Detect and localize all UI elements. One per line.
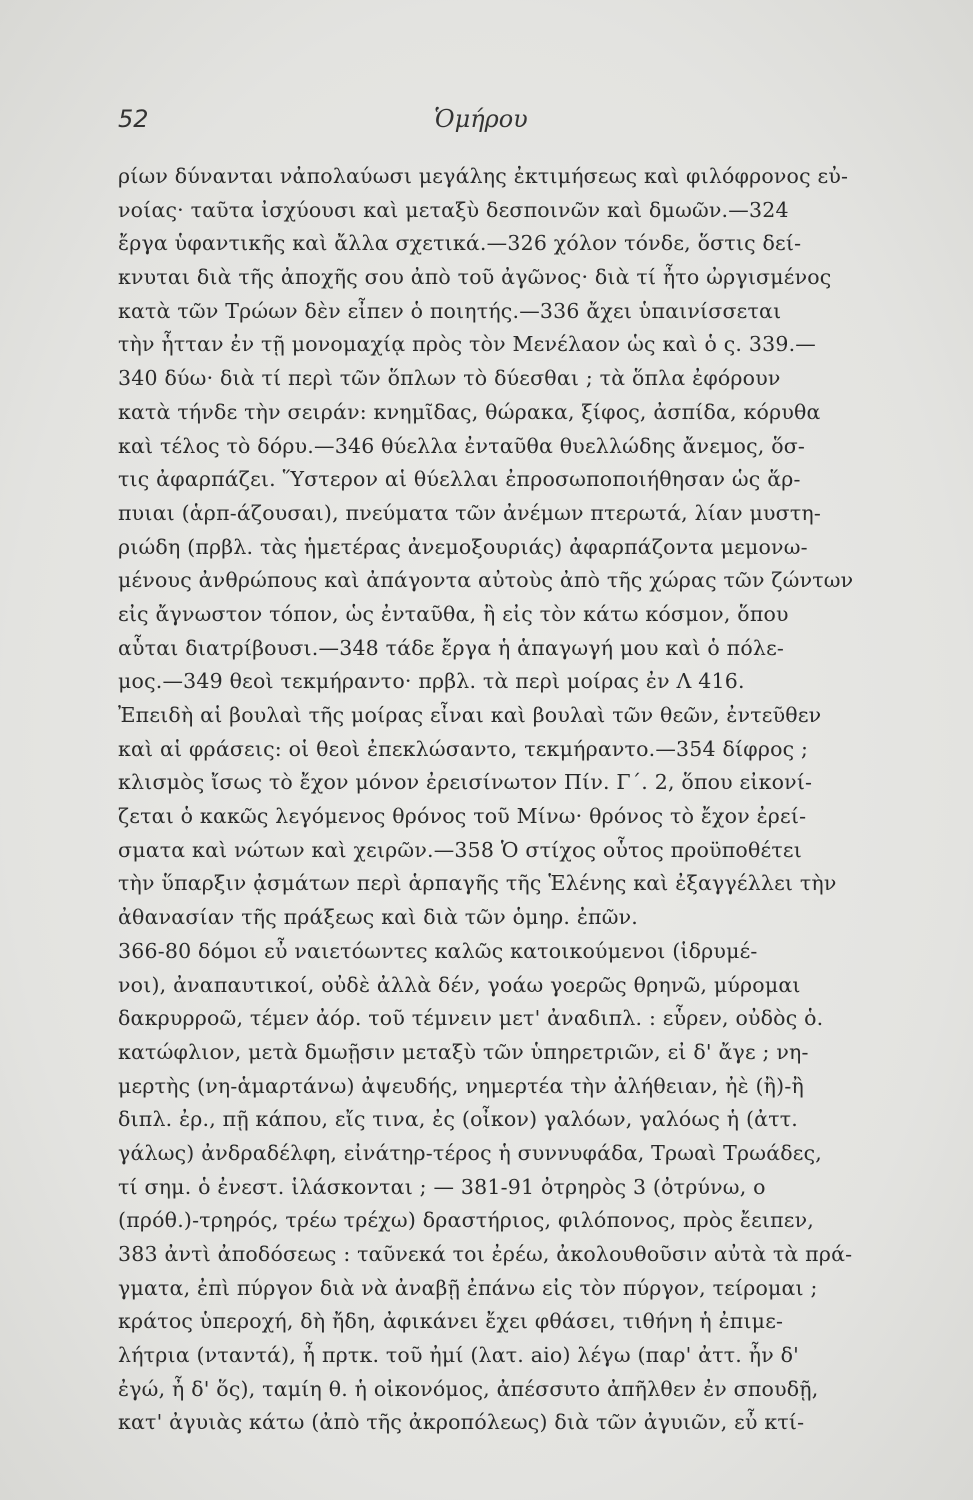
text-line: κλισμὸς ἴσως τὸ ἔχον μόνον ἐρεισίνωτον Πίν. Γ΄. 2, ὅπου εἰκονί-: [118, 770, 813, 795]
text-line: κατώφλιον, μετὰ δμωῇσιν μεταξὺ τῶν ὑπηρετριῶν, εἰ δ' ἄγε ; νη-: [118, 1039, 809, 1064]
text-line: 366-80 δόμοι εὖ ναιετόωντες καλῶς κατοικούμενοι (ἱδρυμέ-: [118, 938, 758, 963]
text-line: τί σημ. ὁ ἐνεστ. ἱλάσκονται ; — 381-91 ὀτρηρὸς 3 (ὀτρύνω, ο: [118, 1174, 766, 1199]
text-line: ἔργα ὑφαντικῆς καὶ ἄλλα σχετικά.—326 χόλον τόνδε, ὅστις δεί-: [118, 231, 802, 256]
text-line: κνυται διὰ τῆς ἀποχῆς σου ἀπὸ τοῦ ἀγῶνος· διὰ τί ἦτο ὠργισμένος: [118, 265, 832, 290]
text-line: γματα, ἐπὶ πύργον διὰ νὰ ἀναβῇ ἐπάνω εἰς τὸν πύργον, τείρομαι ;: [118, 1275, 818, 1300]
text-line: καὶ αἱ φράσεις: οἱ θεοὶ ἐπεκλώσαντο, τεκμήραντο.—354 δίφρος ;: [118, 736, 809, 761]
text-line: κατ' ἀγυιὰς κάτω (ἀπὸ τῆς ἀκροπόλεως) διὰ τῶν ἀγυιῶν, εὖ κτί-: [118, 1410, 805, 1435]
text-line: καὶ τέλος τὸ δόρυ.—346 θύελλα ἐνταῦθα θυελλώδης ἄνεμος, ὅσ-: [118, 433, 806, 458]
text-line: δακρυρροῶ, τέμεν ἀόρ. τοῦ τέμνειν μετ' ἀναδιπλ. : εὗρεν, οὐδὸς ὁ.: [118, 1006, 824, 1031]
text-line: μος.—349 θεοὶ τεκμήραντο· πρβλ. τὰ περὶ μοίρας ἐν Λ 416.: [118, 669, 745, 694]
running-head: Ὁμήρου: [434, 105, 528, 133]
text-line: τις ἀφαρπάζει. Ὕστερον αἱ θύελλαι ἐπροσωποποιήθησαν ὡς ἅρ-: [118, 467, 801, 492]
text-line: νοίας· ταῦτα ἰσχύουσι καὶ μεταξὺ δεσποινῶν καὶ δμωῶν.—324: [118, 197, 789, 222]
text-line: ἀθανασίαν τῆς πράξεως καὶ διὰ τῶν ὁμηρ. ἐπῶν.: [118, 905, 638, 930]
commentary-text: [118, 160, 878, 1440]
text-line: 383 ἀντὶ ἀποδόσεως : ταῦνεκά τοι ἐρέω, ἀκολουθοῦσιν αὐτὰ τὰ πρά-: [118, 1242, 853, 1266]
text-line: λήτρια (νταντά), ἦ πρτκ. τοῦ ἠμί (λατ. aio) λέγω (παρ' ἀττ. ἦν δ': [118, 1343, 799, 1368]
text-line: τὴν ὕπαρξιν ᾀσμάτων περὶ ἁρπαγῆς τῆς Ἑλένης καὶ ἐξαγγέλλει τὴν: [118, 871, 837, 896]
text-line: αὗται διατρίβουσι.—348 τάδε ἔργα ἡ ἁπαγωγή μου καὶ ὁ πόλε-: [118, 635, 785, 660]
text-line: ρίων δύνανται νἀπολαύωσι μεγάλης ἐκτιμήσεως καὶ φιλόφρονος εὐ-: [118, 164, 849, 188]
text-line: ζεται ὁ κακῶς λεγόμενος θρόνος τοῦ Μίνω· θρόνος τὸ ἔχον ἐρεί-: [118, 804, 807, 829]
text-line: εἰς ἄγνωστον τόπον, ὡς ἐνταῦθα, ἢ εἰς τὸν κάτω κόσμον, ὅπου: [118, 601, 789, 626]
text-line: κατὰ τήνδε τὴν σειράν: κνημῖδας, θώρακα, ξίφος, ἀσπίδα, κόρυθα: [118, 399, 821, 424]
text-line: μερτὴς (νη-ἁμαρτάνω) ἀψευδής, νημερτέα τὴν ἀλήθειαν, ἠὲ (ἢ)-ἢ: [118, 1073, 804, 1098]
text-line: διπλ. ἐρ., πῇ κάπου, εἴς τινα, ἐς (οἶκον) γαλόων, γαλόως ἡ (ἀττ.: [118, 1107, 799, 1132]
text-line: 340 δύω· διὰ τί περὶ τῶν ὅπλων τὸ δύεσθαι ; τὰ ὅπλα ἐφόρουν: [118, 366, 781, 391]
text-line: τὴν ἧτταν ἐν τῇ μονομαχίᾳ πρὸς τὸν Μενέλαον ὡς καὶ ὁ ς. 339.—: [118, 332, 816, 357]
text-line: μένους ἀνθρώπους καὶ ἀπάγοντα αὐτοὺς ἀπὸ τῆς χώρας τῶν ζώντων: [118, 568, 854, 593]
text-line: ἐγώ, ἦ δ' ὅς), ταμίη θ. ἡ οἰκονόμος, ἀπέσσυτο ἀπῆλθεν ἐν σπουδῇ,: [118, 1376, 819, 1401]
text-line: ριώδη (πρβλ. τὰς ἡμετέρας ἀνεμοξουριάς) ἀφαρπάζοντα μεμονω-: [118, 534, 808, 559]
text-line: κατὰ τῶν Τρώων δὲν εἶπεν ὁ ποιητής.—336 ἄχει ὑπαινίσσεται: [118, 298, 782, 323]
page-header: [118, 105, 873, 145]
text-line: γάλως) ἀνδραδέλφη, εἰνάτηρ-τέρος ἡ συννυφάδα, Τρωαὶ Τρωάδες,: [118, 1140, 823, 1165]
text-line: πυιαι (ἁρπ-άζουσαι), πνεύματα τῶν ἀνέμων πτερωτά, λίαν μυστη-: [118, 500, 821, 525]
text-line: σματα καὶ νώτων καὶ χειρῶν.—358 Ὁ στίχος οὗτος προϋποθέτει: [118, 837, 802, 862]
page-number: 52: [118, 105, 149, 133]
text-line: (πρόθ.)-τρηρός, τρέω τρέχω) δραστήριος, φιλόπονος, πρὸς ἔειπεν,: [118, 1208, 814, 1233]
text-line: Ἐπειδὴ αἱ βουλαὶ τῆς μοίρας εἶναι καὶ βουλαὶ τῶν θεῶν, ἐντεῦθεν: [118, 703, 822, 727]
text-line: κράτος ὑπεροχή, δὴ ἤδη, ἀφικάνει ἔχει φθάσει, τιθήνη ἡ ἐπιμε-: [118, 1309, 784, 1334]
text-line: νοι), ἀναπαυτικοί, οὐδὲ ἀλλὰ δέν, γοάω γοερῶς θρηνῶ, μύρομαι: [118, 972, 801, 997]
